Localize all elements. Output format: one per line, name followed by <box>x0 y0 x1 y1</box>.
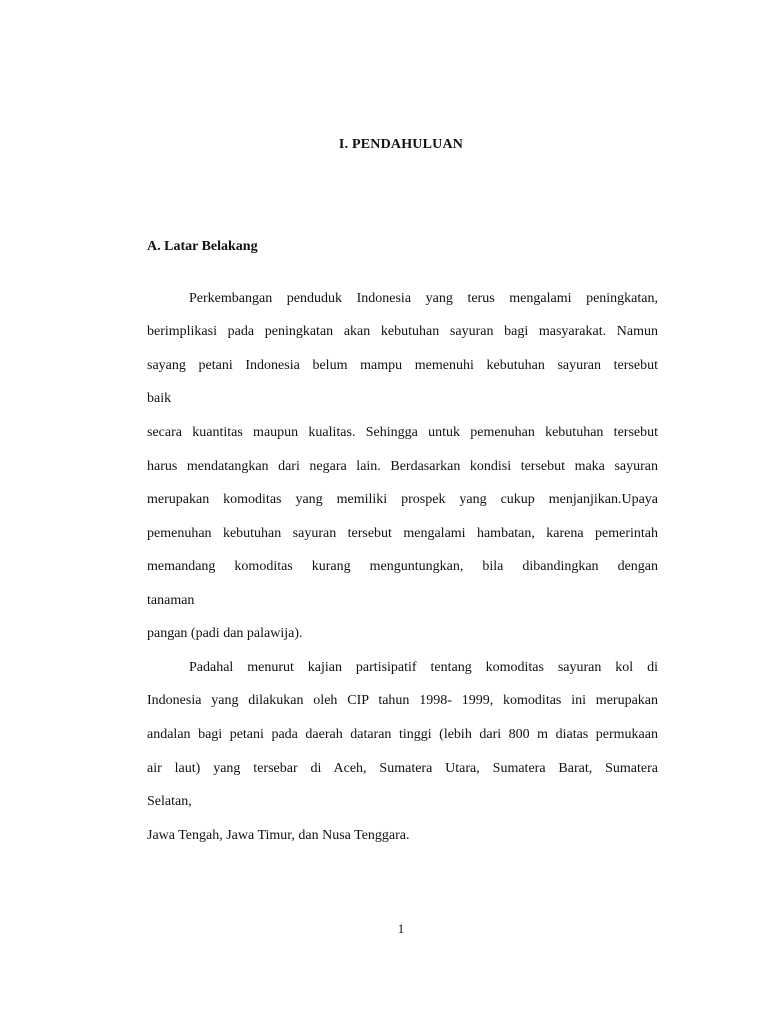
paragraph-line: harus mendatangkan dari negara lain. Berdasarkan kondisi tersebut maka sayuran <box>147 459 658 474</box>
paragraph-line: merupakan komoditas yang memiliki prospek yang cukup menjanjikan.Upaya <box>147 492 658 507</box>
paragraph-line: Selatan, <box>147 794 192 809</box>
paragraph-line: andalan bagi petani pada daerah dataran tinggi (lebih dari 800 m diatas permukaan <box>147 727 658 742</box>
paragraph-line: Padahal menurut kajian partisipatif tentang komoditas sayuran kol di <box>189 660 658 675</box>
paragraph-line: pemenuhan kebutuhan sayuran tersebut mengalami hambatan, karena pemerintah <box>147 526 658 541</box>
chapter-title: I. PENDAHULUAN <box>338 137 464 152</box>
paragraph-line: secara kuantitas maupun kualitas. Sehingga untuk pemenuhan kebutuhan tersebut <box>147 425 658 440</box>
paragraph-line: baik <box>147 391 172 406</box>
page-number: 1 <box>397 921 405 936</box>
paragraph-line: pangan (padi dan palawija). <box>147 626 303 641</box>
section-title: A. Latar Belakang <box>147 239 258 254</box>
paragraph-line: Perkembangan penduduk Indonesia yang terus mengalami peningkatan, <box>189 291 658 306</box>
paragraph-line: tanaman <box>147 593 195 608</box>
paragraph-line: memandang komoditas kurang menguntungkan, bila dibandingkan dengan <box>147 559 658 574</box>
paragraph-line: sayang petani Indonesia belum mampu memenuhi kebutuhan sayuran tersebut <box>147 358 658 373</box>
paragraph-line: Jawa Tengah, Jawa Timur, dan Nusa Tenggara. <box>147 828 410 843</box>
paragraph-line: Indonesia yang dilakukan oleh CIP tahun 1998- 1999, komoditas ini merupakan <box>147 693 658 708</box>
paragraph-line: air laut) yang tersebar di Aceh, Sumatera Utara, Sumatera Barat, Sumatera <box>147 761 658 776</box>
paragraph-line: berimplikasi pada peningkatan akan kebutuhan sayuran bagi masyarakat. Namun <box>147 324 658 339</box>
